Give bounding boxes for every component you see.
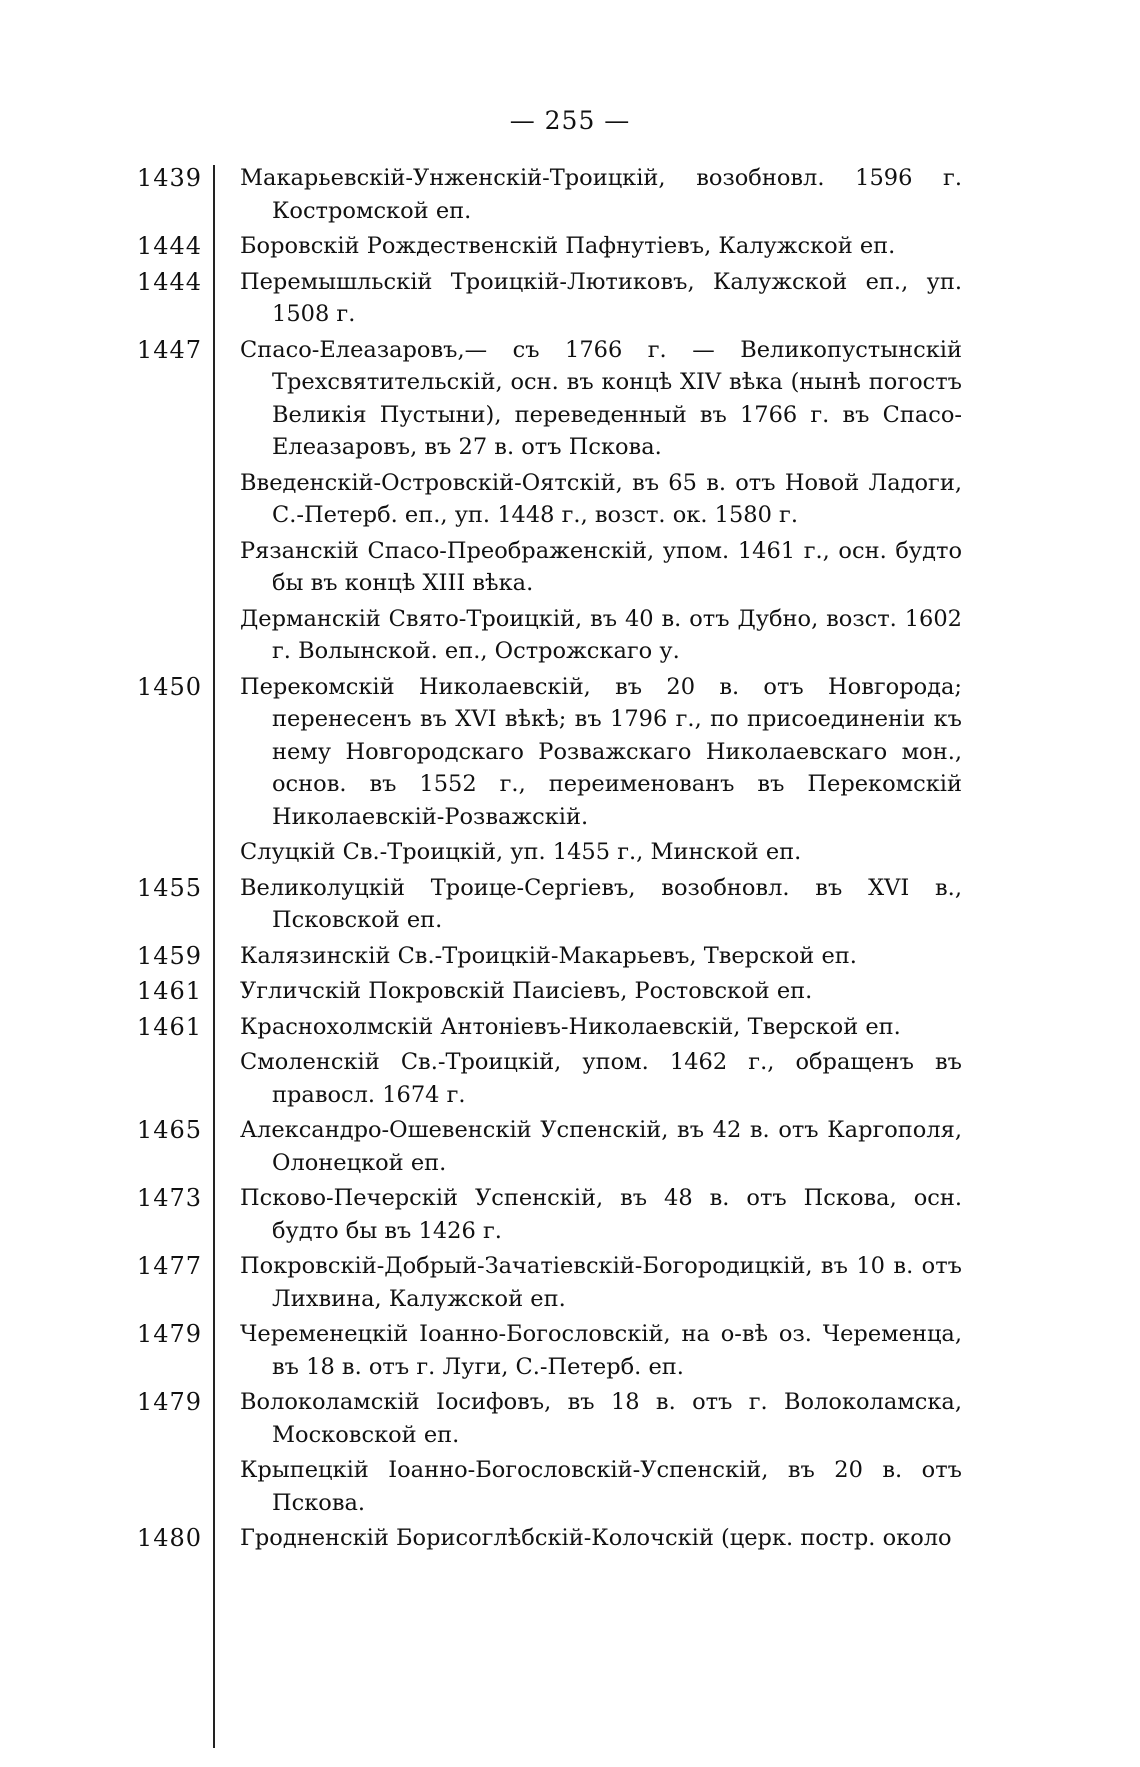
entry-text: Покровскій-Добрый-Зачатіевскій-Богородицкій, въ 10 в. отъ Лихвина, Калужской еп.: [240, 1253, 962, 1312]
entry: [0, 1522, 1140, 1555]
entry-text: Великолуцкій Троице-Сергіевъ, возобновл. въ XVI в., Псковской еп.: [240, 874, 962, 933]
entry-text: Псково-Печерскій Успенскій, въ 48 в. отъ Пскова, осн. будто бы въ 1426 г.: [240, 1185, 962, 1244]
entry-year: [0, 535, 202, 600]
entry-text: Перемышльскій Троицкій-Лютиковъ, Калужской еп., уп. 1508 г.: [240, 268, 962, 327]
entry-text: Краснохолмскій Антоніевъ-Николаевскій, Тверской еп.: [240, 1013, 901, 1040]
entry-year: 1479: [136, 1388, 202, 1416]
entry-text: Смоленскій Св.-Троицкій, упом. 1462 г., обращенъ въ правосл. 1674 г.: [240, 1049, 962, 1108]
entry-text: Введенскій-Островскій-Оятскій, въ 65 в. отъ Новой Ладоги, С.-Петерб. еп., уп. 1448 г., возст. ок. 1580 г.: [240, 469, 962, 528]
entry-year: 1455: [136, 873, 202, 902]
entry: [0, 535, 1140, 600]
entry: [0, 671, 1140, 834]
page-number: — 255 —: [509, 106, 631, 135]
entry-text: Гродненскій Борисоглѣбскій-Колочскій (церк. постр. около: [240, 1525, 952, 1551]
entry: [0, 836, 1140, 869]
entry-text: Дерманскій Свято-Троицкій, въ 40 в. отъ Дубно, возст. 1602 г. Волынской. еп., Острожскаго у.: [240, 605, 962, 664]
entry-year: 1461: [136, 1012, 202, 1041]
entry-text: Рязанскій Спасо-Преображенскій, упом. 1461 г., осн. будто бы въ концѣ XIII вѣка.: [240, 537, 962, 596]
entry: [0, 1182, 1140, 1247]
entry-text: Слуцкій Св.-Троицкій, уп. 1455 г., Минской еп.: [240, 839, 802, 865]
entry: [0, 940, 1140, 973]
entry-year: 1439: [136, 164, 202, 192]
entry-year: 1480: [136, 1524, 202, 1552]
entry-text: Перекомскій Николаевскій, въ 20 в. отъ Новгорода; перенесенъ въ XVI вѣкѣ; въ 1796 г., по присоединеніи къ нему Новгородскаго Розважскаго Николаевскаго мон., основ. въ 1552 г., переименованъ въ Перекомскій Николаевскій-Розважскій.: [240, 673, 962, 830]
entry: [0, 1386, 1140, 1451]
entry-year: [0, 1046, 202, 1111]
entry: [0, 1454, 1140, 1519]
entry-year: [0, 467, 202, 532]
entry-text: Угличскій Покровскій Паисіевъ, Ростовской еп.: [240, 978, 813, 1004]
entry: [0, 230, 1140, 263]
entry: [0, 872, 1140, 937]
entry: [0, 1011, 1140, 1044]
entry-text: Крыпецкій Іоанно-Богословскій-Успенскій, въ 20 в. отъ Пскова.: [240, 1457, 962, 1516]
entry-year: 1479: [136, 1320, 202, 1348]
entry-year: 1459: [136, 941, 202, 970]
entry: [0, 1046, 1140, 1111]
entry-year: [0, 603, 202, 668]
entry: [0, 162, 1140, 227]
entry-text: Александро-Ошевенскій Успенскій, въ 42 в. отъ Каргополя, Олонецкой еп.: [240, 1117, 962, 1176]
entry: [0, 334, 1140, 464]
entry: [0, 1114, 1140, 1179]
entry-text: Череменецкій Іоанно-Богословскій, на о-вѣ оз. Череменца, въ 18 в. отъ г. Луги, С.-Петерб. еп.: [240, 1321, 962, 1380]
entry-year: 1444: [136, 267, 202, 296]
entry: [0, 603, 1140, 668]
entry: [0, 975, 1140, 1008]
entry: [0, 1318, 1140, 1383]
entry-year: [0, 836, 202, 869]
entry-text: Калязинскій Св.-Троицкій-Макарьевъ, Тверской еп.: [240, 942, 857, 969]
entry-year: 1473: [136, 1184, 202, 1212]
entry-text: Спасо-Елеазаровъ,— съ 1766 г. — Великопустынскій Трехсвятительскій, осн. въ концѣ XIV вѣка (нынѣ погостъ Великія Пустыни), переведенный въ 1766 г. въ Спасо-Елеазаровъ, въ 27 в. отъ Пскова.: [240, 336, 962, 460]
entry-text: Волоколамскій Іосифовъ, въ 18 в. отъ г. Волоколамска, Московской еп.: [240, 1389, 962, 1448]
entry: [0, 467, 1140, 532]
entry-year: 1477: [136, 1252, 202, 1280]
entry-year: 1450: [136, 672, 202, 701]
entry-year: 1465: [136, 1116, 202, 1144]
entry-year: 1444: [136, 232, 202, 260]
entry: [0, 1250, 1140, 1315]
entry-year: [0, 1454, 202, 1519]
entry: [0, 266, 1140, 331]
entry-year: 1447: [136, 335, 202, 364]
entry-text: Боровскій Рождественскій Пафнутіевъ, Калужской еп.: [240, 233, 896, 259]
entry-list: [0, 162, 1140, 1558]
entry-year: 1461: [136, 977, 202, 1005]
entry-text: Макарьевскій-Унженскій-Троицкій, возобновл. 1596 г. Костромской еп.: [240, 165, 962, 224]
